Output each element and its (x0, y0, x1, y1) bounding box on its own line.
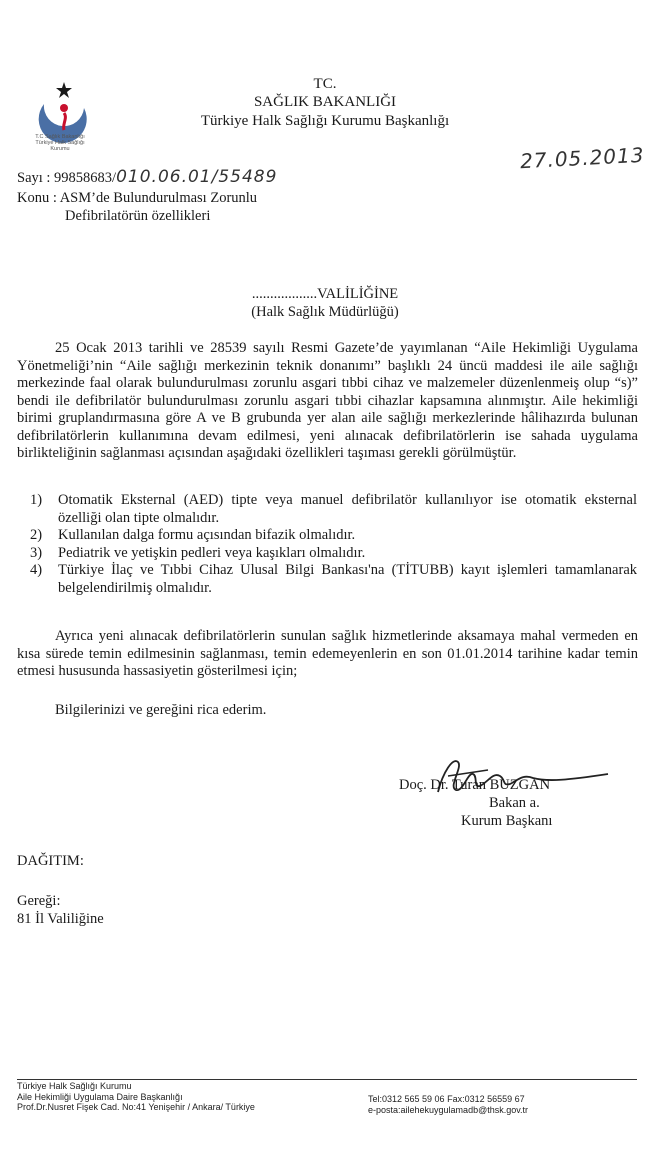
subject-line-2: Defibrilatörün özellikleri (65, 208, 211, 224)
footer-line: Prof.Dr.Nusret Fişek Cad. No:41 Yenişehir / Ankara/ Türkiye (17, 1102, 255, 1112)
footer-line: Aile Hekimliği Uygulama Daire Başkanlığı (17, 1091, 183, 1102)
reference-line (17, 167, 277, 187)
footer-contact (368, 1094, 528, 1115)
logo-line: T.C Sağlık Bakanlığı (35, 134, 85, 140)
list-item-number: 3) (30, 544, 43, 561)
header-institution: Türkiye Halk Sağlığı Kurumu Başkanlığı (200, 113, 450, 129)
signatory-name: Doç. Dr. Turan BUZGAN (399, 777, 551, 793)
list-item-number: 2) (30, 527, 43, 543)
footer-line: Türkiye Halk Sağlığı Kurumu (17, 1081, 132, 1091)
logo-line: Kurumu (50, 146, 70, 152)
body-paragraph-1: 25 Ocak 2013 tarihli ve 28539 sayılı Resmi Gazete’de yayımlanan “Aile Hekimliği Uygulama Yönetmeliği’nin “Aile sağlığı merkezinin teknik donanımı” başlıklı 24 üncü maddesi ile aile sağlığı merkezinde faal olarak bulundurulması zorunlu asgari tıbbi cihaz ve malzemeler düzenlenmeiş olup “s)” bendi ile defibrilatör bulundurulması zorunlu asgari tıbbi cihazlar kapsamına alınmıştır. Aile hekimliği birimi gruplandırmasına göre A ve B grubunda yer alan aile sağlığı merkezlerinde hâlihazırda bulunan defibrilatörlerin kullanımına devam edilmesi, yeni alınacak defibrilatörlerin ise sahada uygulama birlikteliğinin sağlanması açısından aşağıdaki özellikleri taşıması gerekli görülmüştür. (17, 340, 638, 461)
subject (17, 189, 257, 225)
distribution-recipient: 81 İl Valiliğine (17, 911, 104, 927)
list-item-number: 4) (30, 562, 43, 578)
list-item-text: Türkiye İlaç ve Tıbbi Cihaz Ulusal Bilgi Bankası'na (TİTUBB) kayıt işlemleri tamamlanarak belgelendirilmiş olmalıdır. (58, 562, 637, 596)
distribution-heading: DAĞITIM: (17, 853, 84, 869)
footer-address (17, 1081, 255, 1113)
star-icon (56, 82, 72, 98)
list-item-text: Kullanılan dalga formu açısından bifazik olmalıdır. (58, 527, 356, 543)
signatory-title: Bakan a. (489, 795, 540, 811)
list-item (30, 545, 637, 563)
reference-number: 010.06.01/55489 (116, 167, 278, 187)
header-tc: TC. (313, 76, 337, 92)
footer-divider (17, 1079, 637, 1080)
requirements-list (30, 492, 637, 597)
footer-phone: Tel:0312 565 59 06 Fax:0312 56559 67 (368, 1094, 525, 1104)
reference-label: Sayı : 99858683/ (17, 170, 117, 186)
list-item (30, 492, 637, 527)
list-item-number: 1) (30, 492, 43, 508)
header-ministry: SAĞLIK BAKANLIĞI (253, 94, 397, 110)
subject-line: Konu : ASM’de Bulundurulması Zorunlu (17, 190, 258, 206)
list-item (30, 527, 637, 545)
addressee-department: (Halk Sağlık Müdürlüğü) (251, 304, 399, 320)
signature-block (385, 776, 625, 830)
signatory-position: Kurum Başkanı (461, 813, 553, 829)
closing-line: Bilgilerinizi ve gereğini rica ederim. (55, 702, 267, 718)
addressee: ..................VALİLİĞİNE (251, 286, 399, 302)
footer-email: e-posta:ailehekuygulamadb@thsk.gov.tr (368, 1104, 529, 1115)
list-item-text: Otomatik Eksternal (AED) tipte veya manuel defibrilatör kullanılıyor ise otomatik eksternal özelliği olan tipte olmalıdır. (58, 492, 637, 526)
logo-caption (20, 134, 100, 152)
logo-line: Türkiye Halk Sağlığı (35, 140, 85, 146)
distribution-label: Gereği: (17, 893, 61, 909)
ministry-logo (22, 78, 102, 170)
list-item-text: Pediatrik ve yetişkin pedleri veya kaşıkları olmalıdır. (58, 544, 366, 561)
body-paragraph-2: Ayrıca yeni alınacak defibrilatörlerin sunulan sağlık hizmetlerinde aksamaya mahal vermeden en kısa sürede temin edilmesinin sağlanması, temin edemeyenlerin en son 01.01.2014 tarihine kadar temin etmesi hususunda hassasiyetin gösterilmesi için; (17, 628, 638, 679)
list-item (30, 562, 637, 597)
document-date: 27.05.2013 (519, 142, 646, 174)
